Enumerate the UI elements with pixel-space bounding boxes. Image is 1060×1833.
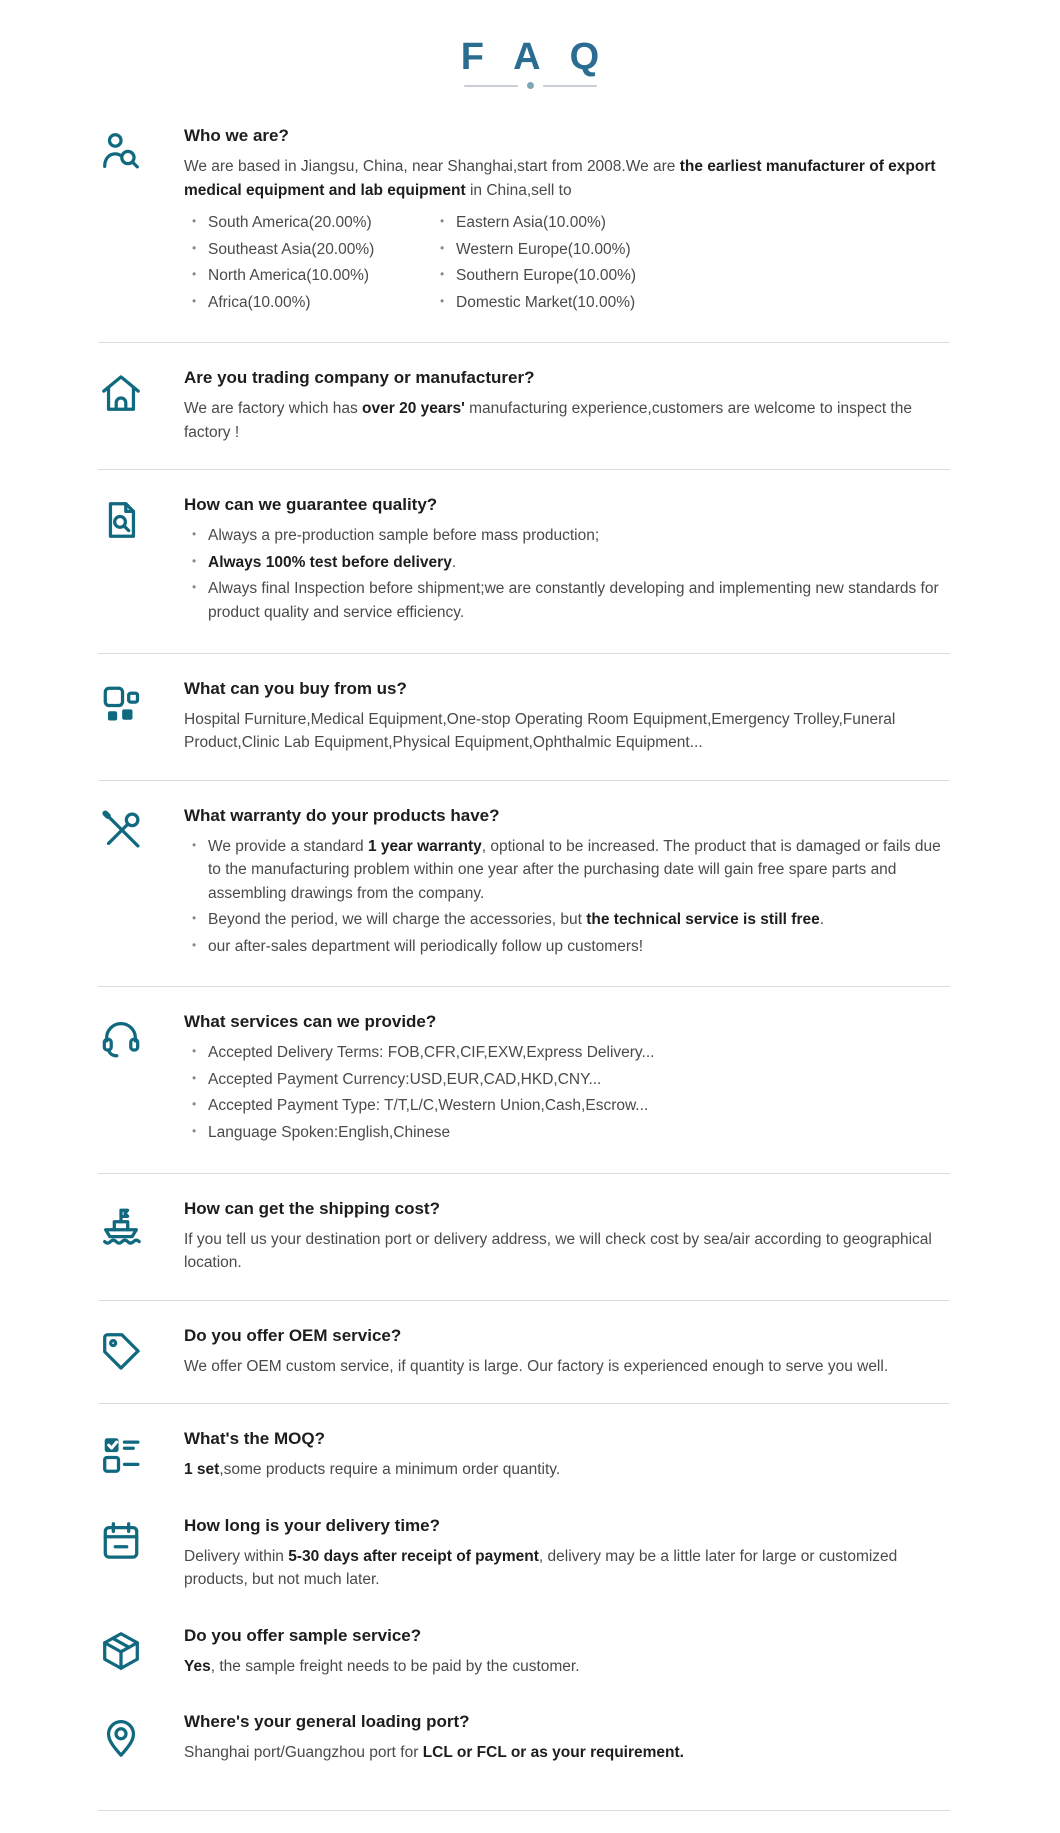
faq-content xyxy=(184,1626,950,1679)
faq-content xyxy=(184,1199,950,1275)
faq-section-services xyxy=(0,995,1060,1164)
ornament-dot xyxy=(527,82,534,89)
market-item: • Domestic Market(10.00%) xyxy=(432,291,950,315)
ornament-line xyxy=(543,85,597,87)
faq-answer: If you tell us your destination port or delivery address, we will check cost by sea/air according to geographical location. xyxy=(184,1230,932,1272)
faq-section-oem xyxy=(0,1309,1060,1396)
market-column-right xyxy=(432,208,950,317)
market-item: • Western Europe(10.00%) xyxy=(432,238,950,262)
section-divider xyxy=(98,1810,950,1811)
faq-bullet: • Accepted Delivery Terms: FOB,CFR,CIF,EXW,Express Delivery... xyxy=(184,1041,950,1065)
section-divider xyxy=(98,780,950,781)
faq-answer: Yes, the sample freight needs to be paid by the customer. xyxy=(184,1657,580,1675)
market-column-left xyxy=(184,208,432,317)
faq-answer: We are based in Jiangsu, China, near Shanghai,start from 2008.We are the earliest manufacturer of export medical equipment and lab equipment in China,sell to xyxy=(184,158,936,199)
faq-question: How can get the shipping cost? xyxy=(184,1198,440,1218)
faq-answer: 1 set,some products require a minimum order quantity. xyxy=(184,1461,561,1479)
person-search-icon xyxy=(98,126,148,174)
faq-section-who-we-are xyxy=(0,109,1060,334)
ship-icon xyxy=(98,1199,148,1247)
faq-content xyxy=(184,1429,950,1482)
headset-icon xyxy=(98,1012,148,1060)
section-divider xyxy=(98,1403,950,1404)
calendar-icon xyxy=(98,1516,148,1564)
title-ornament xyxy=(0,82,1060,89)
document-search-icon xyxy=(98,495,148,543)
faq-answer: Hospital Furniture,Medical Equipment,One-stop Operating Room Equipment,Emergency Trolley,Funeral Product,Clinic Lab Equipment,Physical Equipment,Ophthalmic Equipment... xyxy=(184,710,896,752)
faq-content xyxy=(184,368,950,444)
faq-bullet: • Language Spoken:English,Chinese xyxy=(184,1121,950,1145)
page-title: F A Q xyxy=(460,36,610,78)
faq-question: What can you buy from us? xyxy=(184,678,407,698)
faq-bullet-list xyxy=(184,1041,950,1144)
faq-content xyxy=(184,679,950,755)
modules-icon xyxy=(98,679,148,727)
faq-question: Do you offer OEM service? xyxy=(184,1325,402,1345)
faq-answer: Shanghai port/Guangzhou port for LCL or FCL or as your requirement. xyxy=(184,1744,684,1762)
faq-bullet: • Always final Inspection before shipment;we are constantly developing and implementing new standards for product quality and service efficiency. xyxy=(184,577,950,624)
faq-section-loading-port xyxy=(0,1695,1060,1782)
faq-bullet: • Beyond the period, we will charge the accessories, but the technical service is still free. xyxy=(184,908,950,932)
section-divider xyxy=(98,1173,950,1174)
faq-bullet-list xyxy=(184,835,950,959)
faq-question: Who we are? xyxy=(184,126,289,145)
tag-icon xyxy=(98,1326,148,1374)
faq-question: What services can we provide? xyxy=(184,1012,437,1032)
faq-bullet: • our after-sales department will periodically follow up customers! xyxy=(184,935,950,959)
faq-question: Do you offer sample service? xyxy=(184,1625,422,1645)
faq-section-delivery-time xyxy=(0,1499,1060,1609)
faq-bullet: • Always 100% test before delivery. xyxy=(184,551,950,575)
faq-section-shipping-cost xyxy=(0,1182,1060,1292)
faq-question: How can we guarantee quality? xyxy=(184,495,438,515)
faq-bullet: • We provide a standard 1 year warranty, optional to be increased. The product that is damaged or fails due to the manufacturing problem within one year after the purchasing date will gain free spare parts and assembling drawings from the company. xyxy=(184,835,950,906)
market-item: • North America(10.00%) xyxy=(184,264,432,288)
checklist-icon xyxy=(98,1429,148,1477)
faq-answer: We are factory which has over 20 years' manufacturing experience,customers are welcome to inspect the factory ! xyxy=(184,400,912,441)
faq-section-products xyxy=(0,662,1060,772)
faq-section-quality xyxy=(0,478,1060,644)
faq-content xyxy=(184,495,950,627)
faq-content xyxy=(184,1012,950,1147)
faq-header xyxy=(0,24,1060,109)
section-divider xyxy=(98,986,950,987)
market-item: • Southeast Asia(20.00%) xyxy=(184,238,432,262)
faq-section-moq xyxy=(0,1412,1060,1499)
location-pin-icon xyxy=(98,1712,148,1760)
faq-section-warranty xyxy=(0,789,1060,979)
section-divider xyxy=(98,1300,950,1301)
home-icon xyxy=(98,368,148,416)
faq-answer: We offer OEM custom service, if quantity is large. Our factory is experienced enough to serve you well. xyxy=(184,1357,889,1375)
faq-answer: Delivery within 5-30 days after receipt of payment, delivery may be a little later for large or customized products, but not much later. xyxy=(184,1547,898,1589)
section-divider xyxy=(98,469,950,470)
market-item: • Eastern Asia(10.00%) xyxy=(432,211,950,235)
faq-section-company-type xyxy=(0,351,1060,461)
faq-question: Where's your general loading port? xyxy=(184,1712,470,1732)
faq-content xyxy=(184,1326,950,1379)
faq-question: Are you trading company or manufacturer? xyxy=(184,368,535,388)
faq-bullet: • Always a pre-production sample before mass production; xyxy=(184,524,950,548)
market-item: • Africa(10.00%) xyxy=(184,291,432,315)
faq-content xyxy=(184,126,950,317)
market-list xyxy=(184,206,950,317)
faq-content xyxy=(184,1712,950,1765)
section-divider xyxy=(98,342,950,343)
faq-bullet: • Accepted Payment Type: T/T,L/C,Western Union,Cash,Escrow... xyxy=(184,1094,950,1118)
faq-question: What warranty do your products have? xyxy=(184,805,500,825)
faq-content xyxy=(184,806,950,962)
faq-bullet: • Accepted Payment Currency:USD,EUR,CAD,HKD,CNY... xyxy=(184,1068,950,1092)
faq-section-sample xyxy=(0,1609,1060,1696)
section-divider xyxy=(98,653,950,654)
market-item: • Southern Europe(10.00%) xyxy=(432,264,950,288)
package-icon xyxy=(98,1626,148,1674)
tools-icon xyxy=(98,806,148,854)
faq-bullet-list xyxy=(184,524,950,624)
ornament-line xyxy=(464,85,518,87)
market-item: • South America(20.00%) xyxy=(184,211,432,235)
faq-content xyxy=(184,1516,950,1592)
faq-question: How long is your delivery time? xyxy=(184,1515,440,1535)
faq-question: What's the MOQ? xyxy=(184,1429,325,1449)
